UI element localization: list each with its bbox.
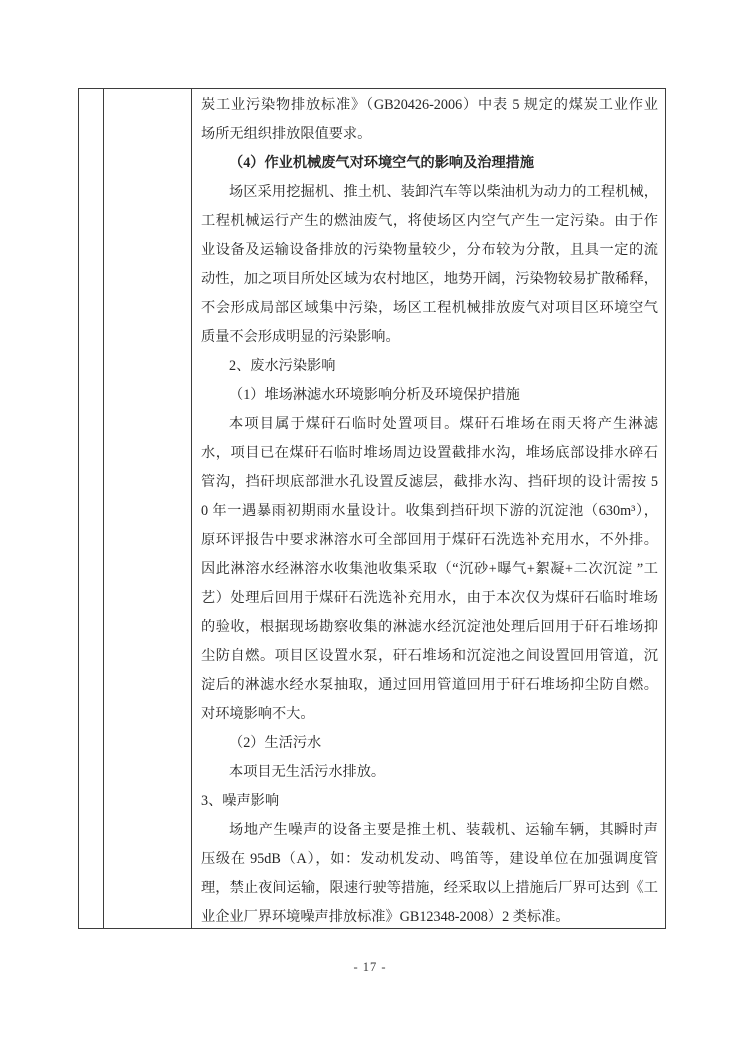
text-line: 本项目属于煤矸石临时处置项目。煤矸石堆场在雨天将产生淋滤 [229,416,658,432]
text-line: 不会形成局部区域集中污染，场区工程机械排放废气对项目区环境空气 [201,300,658,316]
text-line: 场区采用挖掘机、推土机、装卸汽车等以柴油机为动力的工程机械， [229,184,658,200]
text-line: 对环境影响不大。 [201,706,315,722]
text-line: 压级在 95dB（A），如：发动机发动、鸣笛等，建设单位在加强调度管 [201,851,658,867]
text-line: 淀后的淋滤水经水泵抽取，通过回用管道回用于矸石堆场抑尘防自燃。 [201,677,658,693]
table-cell-left-empty [79,89,104,928]
text-line: 工程机械运行产生的燃油废气，将使场区内空气产生一定污染。由于作 [201,213,658,229]
text-line: 尘防自燃。项目区设置水泵，矸石堆场和沉淀池之间设置回用管道，沉 [201,648,658,664]
text-line: 的验收，根据现场勘察收集的淋滤水经沉淀池处理后回用于矸石堆场抑 [201,619,658,635]
text-line: 场地产生噪声的设备主要是推土机、装载机、运输车辆，其瞬时声 [229,822,658,838]
text-line: 艺）处理后回用于煤矸石洗选补充用水，由于本次仅为煤矸石临时堆场 [201,590,658,606]
text-line: 水，项目已在煤矸石临时堆场周边设置截排水沟，堆场底部设排水碎石 [201,445,658,461]
text-line: 业设备及运输设备排放的污染物量较少，分布较为分散，且具一定的流 [201,242,658,258]
text-line: （2）生活污水 [229,735,322,751]
text-line: 炭工业污染物排放标准》（GB20426-2006）中表 5 规定的煤炭工业作业 [201,97,658,113]
text-line: 2、废水污染影响 [229,358,336,374]
table-cell-content [192,89,665,928]
text-line: 因此淋溶水经淋溶水收集池收集采取（“沉砂+曝气+絮凝+二次沉淀 ”工 [201,561,658,577]
text-line: 3、噪声影响 [201,793,280,809]
table-cell-middle-empty [104,89,192,928]
content-table [78,88,666,929]
page-number: - 17 - [353,960,387,974]
text-line: 本项目无生活污水排放。 [229,764,386,780]
text-line: （1）堆场淋滤水环境影响分析及环境保护措施 [229,387,520,403]
text-line: 动性，加之项目所处区域为农村地区，地势开阔，污染物较易扩散稀释， [201,271,658,287]
text-line: 0 年一遇暴雨初期雨水量设计。收集到挡矸坝下游的沉淀池（630m³）， [201,503,658,519]
content-text-block [201,91,658,928]
text-line: 场所无组织排放限值要求。 [201,126,372,142]
text-line: 管沟，挡矸坝底部泄水孔设置反滤层，截排水沟、挡矸坝的设计需按 5 [201,474,658,490]
text-line: 质量不会形成明显的污染影响。 [201,329,400,345]
text-line: （4）作业机械废气对环境空气的影响及治理措施 [229,155,535,171]
text-line: 理，禁止夜间运输，限速行驶等措施，经采取以上措施后厂界可达到《工 [201,880,658,896]
text-line: 业企业厂界环境噪声排放标准》GB12348-2008）2 类标准。 [201,909,570,925]
text-line: 原环评报告中要求淋溶水可全部回用于煤矸石洗选补充用水，不外排。 [201,532,658,548]
